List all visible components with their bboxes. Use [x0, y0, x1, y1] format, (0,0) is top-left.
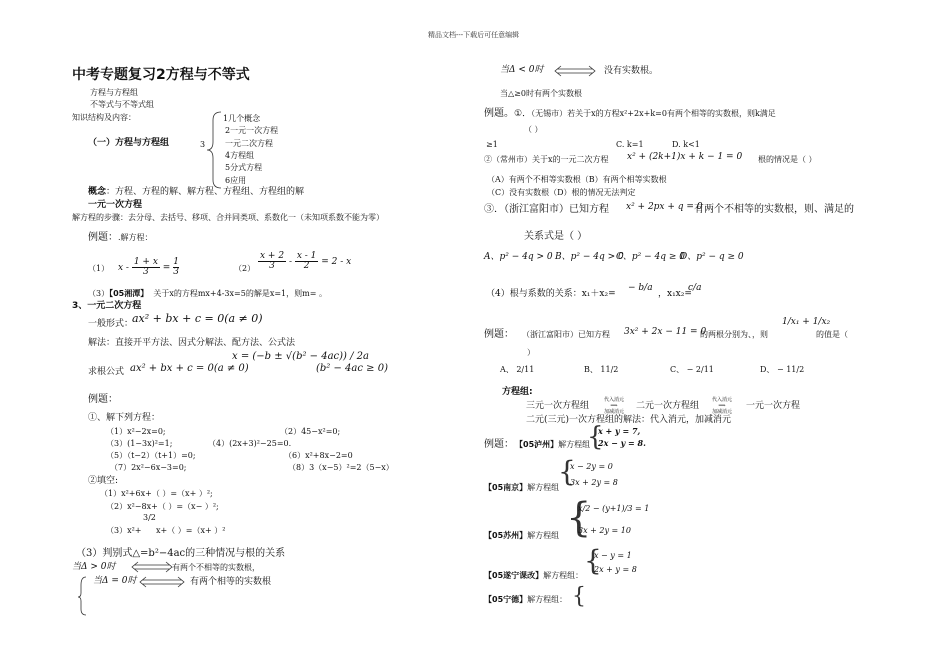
solve-item: （7）2x²−6x−3=0; — [110, 463, 187, 472]
example-4-text: （浙江富阳市）已知方程 — [522, 330, 610, 339]
suining-tag: 【05遂宁课改】 — [484, 571, 544, 580]
problem-3-number: （3） — [88, 289, 110, 298]
elimination-arrow: 代入消元 ⟹ 加减消元 — [604, 397, 625, 415]
solve-item: （6）x²+8x−2=0 — [284, 451, 353, 460]
double-arrow-icon — [130, 562, 174, 572]
double-arrow-icon — [553, 66, 597, 76]
system-example-label: 例题： — [484, 439, 514, 450]
problem-3-tag: 【05湘潭】 — [109, 289, 149, 298]
brace-item: 1几个概念 — [223, 114, 261, 123]
example-2-options-1: （A）有两个不相等实数根（B）有两个相等实数根 — [487, 175, 667, 184]
fill-item: （3）x²+ — [106, 526, 142, 535]
disc-case-3: 当Δ < 0时 — [500, 65, 544, 75]
problem-1-number: （1） — [88, 264, 110, 273]
concept-text: ：方程、方程的解、解方程、方程组、方程组的解 — [106, 187, 305, 197]
ningde-problem — [484, 596, 567, 604]
option: D. k<1 — [672, 140, 700, 149]
formula-equation: ax² + bx + c = 0(a ≠ 0) — [130, 363, 249, 374]
page-title: 中考专题复习2方程与不等式 — [72, 67, 250, 83]
sub-topic-2: 不等式与不等式组 — [90, 100, 154, 109]
problem-3-text: 关于x的方程mx+4-3x=5的解是x=1，则m= 。 — [153, 289, 327, 298]
equation-1: x - $\frac{1 + x}{3}$ = $\frac{1}{3}$ — [118, 257, 179, 277]
option: B、 11/2 — [584, 365, 619, 374]
discriminant-heading: （3）判别式△=b²−4ac的三种情况与根的关系 — [76, 548, 286, 559]
example-3-text: ③．（浙江富阳市）已知方程 — [484, 204, 609, 215]
equation-2: $\frac{x + 2}{3}$ - $\frac{x - 1}{2}$ = 2 - x — [260, 251, 352, 271]
quadratic-formula: x = (−b ± √(b² − 4ac)) / 2a — [232, 351, 369, 362]
option: B、p² − 4q > 0 — [555, 252, 624, 262]
option: D、 − 11/2 — [760, 365, 805, 374]
system-flow-middle: 二元一次方程组 — [636, 401, 700, 411]
example-2-label: 例题： — [88, 394, 118, 405]
disc-result-1: 有两个不相等的实数根， — [172, 563, 260, 572]
concept-line — [88, 188, 304, 197]
example-4-middle: 的两根分别为、，则 — [700, 330, 768, 339]
option: D、p² − q ≥ 0 — [680, 252, 744, 262]
linear-steps: 解方程的步骤：去分母、去括号、移项、合并同类项、系数化一（未知项系数不能为零） — [72, 213, 384, 222]
vieta-label: （4）根与系数的关系：x₁＋x₂= — [486, 289, 616, 299]
brace-item: 6应用 — [225, 176, 247, 185]
example-2-tail: 根的情况是（ ） — [758, 155, 817, 164]
problem-3 — [88, 290, 327, 298]
system-equation: 3x + 2y = 8 — [570, 478, 618, 487]
system-example-tag: 【05泸州】 — [515, 440, 559, 449]
suining-text: 解方程组： — [543, 571, 584, 580]
problem-2-number: （2） — [234, 264, 256, 273]
option: C、p² − 4q ≥ 0 — [616, 252, 685, 262]
knowledge-brace — [205, 110, 225, 190]
suzhou-tag: 【05苏州】 — [484, 531, 528, 540]
linear-heading: 一元一次方程 — [88, 200, 143, 210]
option: A、p² − 4q > 0 — [484, 252, 553, 262]
suzhou-text: 解方程组 — [527, 531, 560, 540]
brace-item: 4方程组 — [225, 151, 255, 160]
solve-list-heading: ①、解下列方程： — [88, 413, 161, 423]
brace-item: 5分式方程 — [225, 163, 263, 172]
arrow-bottom-label: 加减消元 — [712, 409, 733, 415]
example-4-equation: 3x² + 2x − 11 = 0 — [624, 327, 707, 337]
system-equation: 2x − y = 8. — [598, 438, 646, 448]
solve-item: （5）（t−2）（t+1）=0; — [106, 451, 196, 460]
quadratic-heading: 3、一元二次方程 — [72, 301, 142, 311]
nanjing-problem — [484, 484, 559, 492]
example-number: ①． — [514, 109, 532, 119]
disc-result-3: 没有实数根。 — [604, 66, 659, 76]
example-4-tail: 的值是（ — [816, 330, 848, 339]
double-arrow-icon — [138, 577, 186, 587]
solve-item: （3）(1−3x)²=1; — [106, 439, 173, 448]
system-flow-start: 三元一次方程组 — [526, 401, 590, 411]
disc-case-1: 当Δ > 0时 — [72, 562, 116, 572]
system-brace: { — [558, 455, 576, 488]
system-brace: { — [572, 584, 586, 609]
knowledge-label: 知识结构及内容： — [72, 113, 136, 122]
example-3-tail: 有两个不相等的实数根，则、满足的 — [694, 204, 854, 215]
example-line — [484, 109, 776, 119]
system-heading: 方程组: — [502, 387, 533, 397]
example-3-continue: 关系式是（ ） — [524, 231, 588, 242]
option: C. k=1 — [616, 140, 644, 149]
example-4-close: ） — [527, 348, 535, 357]
system-equation: x + y = 7, — [598, 426, 641, 436]
system-equation: 3x + 2y = 10 — [578, 526, 631, 535]
ningde-text: 解方程组： — [527, 595, 568, 604]
header-note: 精品文档---下载后可任意编辑 — [428, 31, 520, 39]
system-brace: { — [587, 422, 604, 452]
solve-item: （4）(2x+3)²−25=0. — [208, 439, 292, 448]
disc-case-2: 当Δ = 0时 — [93, 576, 137, 586]
solve-item: （8）3（x−5）²=2（5−x） — [288, 463, 394, 472]
example-label: 例题。 — [484, 108, 514, 119]
arrow-top-label: 代入消元 — [604, 397, 625, 403]
fill-fraction: 3/2 — [143, 513, 156, 522]
section-heading: （一）方程与方程组 — [88, 138, 170, 148]
elimination-arrow: 代入消元 ⟹ 加减消元 — [712, 397, 733, 415]
general-form-label: 一般形式： — [88, 319, 134, 329]
disc-result-2: 有两个相等的实数根 — [190, 577, 272, 587]
fill-item: （1）x²+6x+（ ）=（x+ ）²; — [100, 489, 213, 498]
solve-item: （2）45−x²=0; — [280, 427, 341, 436]
answer-paren: （ ） — [524, 125, 543, 134]
system-example — [515, 441, 590, 449]
nanjing-tag: 【05南京】 — [484, 483, 528, 492]
example-2-equation: x² + (2k+1)x + k − 1 = 0 — [627, 152, 743, 162]
fill-item: x+（ ）=（x+ ）² — [156, 526, 226, 535]
example-2-options-2: （C）没有实数根（D）根的情况无法判定 — [487, 188, 636, 197]
vieta-separator: ，x₁x₂= — [658, 289, 692, 299]
system-flow-end: 一元一次方程 — [746, 401, 801, 411]
suining-problem — [484, 572, 583, 580]
example-line — [88, 233, 153, 243]
vieta-product: c/a — [688, 283, 702, 293]
formula-condition: (b² − 4ac ≥ 0) — [316, 363, 388, 374]
formula-label: 求根公式 — [88, 367, 125, 377]
system-note: 二元(三元)一次方程组的解法：代入消元，加减消元 — [526, 415, 732, 425]
option: C、 − 2/11 — [670, 365, 714, 374]
solve-item: （1）x²−2x=0; — [106, 427, 166, 436]
solving-methods: 解法：直接开平方法、因式分解法、配方法、公式法 — [88, 338, 296, 348]
general-form-equation: ax² + bx + c = 0(a ≠ 0) — [132, 312, 263, 325]
system-equation: 2x + y = 8 — [594, 565, 637, 574]
option: A、 2/11 — [500, 365, 535, 374]
brace-item: 2一元一次方程 — [225, 126, 279, 135]
arrow-top-label: 代入消元 — [712, 397, 733, 403]
fill-item: （2）x²−8x+（ ）=（x− ）²; — [106, 502, 219, 511]
suzhou-problem — [484, 532, 559, 540]
brace-number: 3 — [200, 140, 206, 149]
system-brace: { — [566, 495, 592, 541]
ningde-tag: 【05宁德】 — [484, 595, 528, 604]
fill-heading: ②填空: — [88, 476, 119, 486]
disc-nonnegative: 当△≥0时有两个实数根 — [500, 89, 582, 98]
example-2-text: ②（常州市）关于x的一元二次方程 — [484, 155, 609, 164]
system-equation: x − y = 1 — [594, 551, 632, 560]
example-4-label: 例题： — [484, 329, 514, 340]
system-brace: { — [584, 544, 602, 577]
system-equation: x − 2y = 0 — [570, 462, 613, 471]
option: ≥1 — [486, 140, 498, 149]
concept-label: 概念 — [88, 187, 107, 197]
example-4-expression: 1/x₁ + 1/x₂ — [782, 317, 831, 327]
discriminant-brace — [78, 575, 88, 617]
example-label: 例题： — [88, 232, 118, 243]
system-equation: x/2 − (y+1)/3 = 1 — [578, 504, 650, 513]
nanjing-text: 解方程组 — [527, 483, 560, 492]
sub-topic-1: 方程与方程组 — [90, 88, 138, 97]
example-text: .解方程： — [118, 233, 153, 242]
vieta-sum: − b/a — [628, 283, 653, 293]
example-text: （无锡市）若关于x的方程x²+2x+k=0有两个相等的实数根，则k满足 — [531, 109, 776, 118]
system-example-text: 解方程组 — [558, 440, 591, 449]
example-3-equation: x² + 2px + q = 0 — [626, 202, 703, 212]
brace-item: 一元二次方程 — [225, 139, 273, 148]
arrow-bottom-label: 加减消元 — [604, 409, 625, 415]
